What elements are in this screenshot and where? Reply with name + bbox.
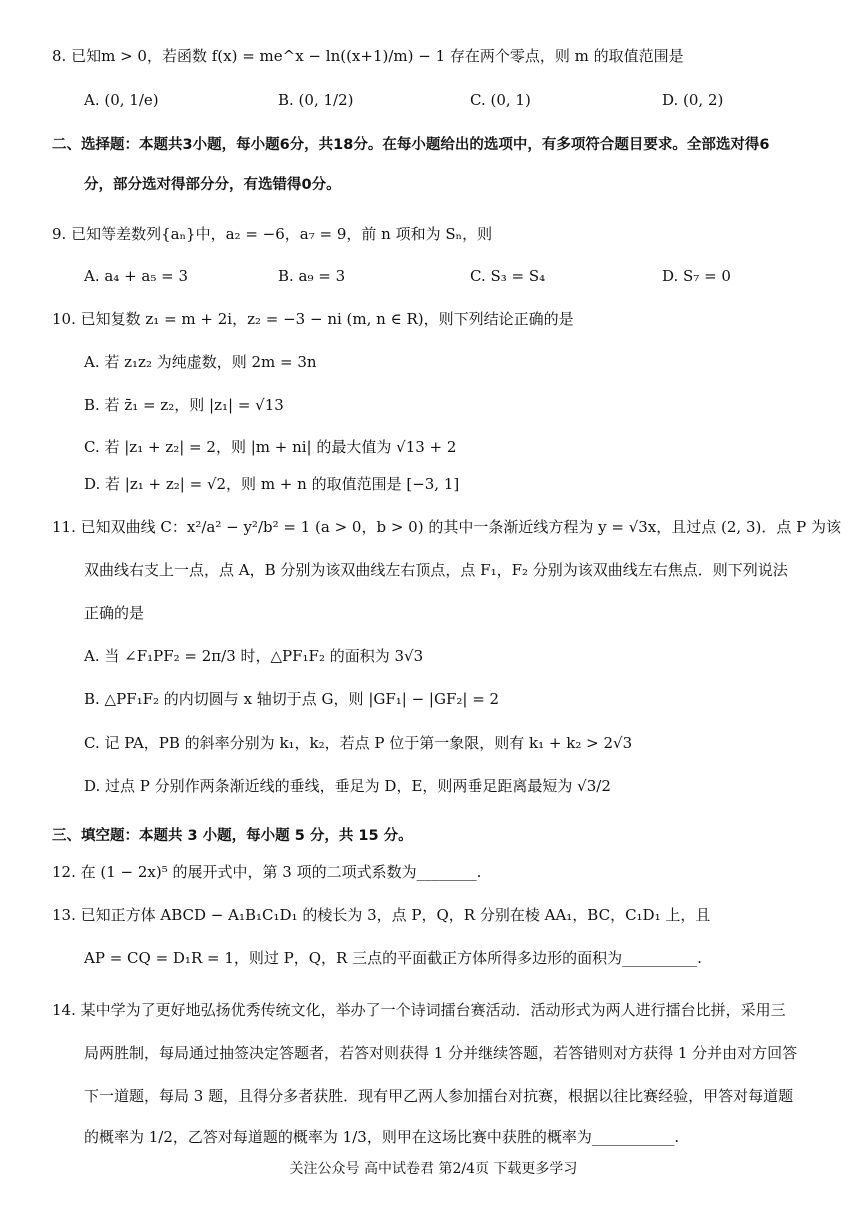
q14-line1: 14. 某中学为了更好地弘扬优秀传统文化，举办了一个诗词擂台赛活动．活动形式为两人进行擂台比拼，采用三 — [52, 1001, 786, 1019]
q14-line3: 下一道题，每局 3 题，且得分多者获胜．现有甲乙两人参加擂台对抗赛，根据以往比赛经验，甲答对每道题 — [84, 1087, 794, 1105]
q11-stem-line1: 11. 已知双曲线 C：x²/a² − y²/b² = 1 (a > 0，b > 0) 的其中一条渐近线方程为 y = √3x，且过点 (2, 3)．点 P 为该 — [52, 518, 841, 536]
q9-option-b: B. a₉ = 3 — [278, 267, 346, 285]
q9-stem: 9. 已知等差数列{aₙ}中，a₂ = −6，a₇ = 9，前 n 项和为 Sₙ，则 — [52, 225, 493, 243]
q8-stem: 8. 已知m > 0，若函数 f(x) = me^x − ln((x+1)/m) − 1 存在两个零点，则 m 的取值范围是 — [52, 47, 684, 65]
q11-option-d: D. 过点 P 分别作两条渐近线的垂线，垂足为 D，E，则两垂足距离最短为 √3/2 — [84, 777, 611, 795]
q8-option-c: C. (0, 1) — [470, 91, 531, 109]
q9-option-d: D. S₇ = 0 — [662, 267, 731, 285]
section3-header: 三、填空题：本题共 3 小题，每小题 5 分，共 15 分。 — [52, 828, 413, 844]
q10-option-c: C. 若 |z₁ + z₂| = 2，则 |m + ni| 的最大值为 √13 + 2 — [84, 438, 457, 456]
q10-option-a: A. 若 z₁z₂ 为纯虚数，则 2m = 3n — [84, 353, 317, 371]
section2-header-line2: 分，部分选对得部分分，有选错得0分。 — [84, 177, 341, 193]
q9-option-c: C. S₃ = S₄ — [470, 267, 546, 285]
q9-option-a: A. a₄ + a₅ = 3 — [84, 267, 189, 285]
q13-stem-line1: 13. 已知正方体 ABCD − A₁B₁C₁D₁ 的棱长为 3，点 P，Q，R 分别在棱 AA₁，BC，C₁D₁ 上，且 — [52, 906, 711, 924]
q10-option-d: D. 若 |z₁ + z₂| = √2，则 m + n 的取值范围是 [−3, 1] — [84, 475, 460, 493]
page-footer: 关注公众号 高中试卷君 第2/4页 下载更多学习 — [289, 1161, 578, 1177]
q11-stem-line3: 正确的是 — [84, 604, 145, 622]
q11-option-c: C. 记 PA，PB 的斜率分别为 k₁，k₂，若点 P 位于第一象限，则有 k₁ + k₂ > 2√3 — [84, 734, 633, 752]
section2-header-line1: 二、选择题：本题共3小题，每小题6分，共18分。在每小题给出的选项中，有多项符合题目要求。全部选对得6 — [52, 137, 770, 153]
q8-option-d: D. (0, 2) — [662, 91, 724, 109]
q10-option-b: B. 若 z̄₁ = z₂，则 |z₁| = √13 — [84, 396, 284, 414]
q13-stem-line2: AP = CQ = D₁R = 1，则过 P，Q，R 三点的平面截正方体所得多边形的面积为__________. — [84, 949, 702, 967]
q8-option-a: A. (0, 1/e) — [84, 91, 159, 109]
q8-option-b: B. (0, 1/2) — [278, 91, 354, 109]
q12-stem: 12. 在 (1 − 2x)⁵ 的展开式中，第 3 项的二项式系数为________. — [52, 863, 482, 881]
q11-option-b: B. △PF₁F₂ 的内切圆与 x 轴切于点 G，则 |GF₁| − |GF₂| = 2 — [84, 690, 500, 708]
q14-line2: 局两胜制，每局通过抽签决定答题者，若答对则获得 1 分并继续答题，若答错则对方获得 1 分并由对方回答 — [84, 1044, 798, 1062]
q14-line4: 的概率为 1/2，乙答对每道题的概率为 1/3，则甲在这场比赛中获胜的概率为___________. — [84, 1128, 680, 1146]
q11-option-a: A. 当 ∠F₁PF₂ = 2π/3 时，△PF₁F₂ 的面积为 3√3 — [84, 647, 424, 665]
q10-stem: 10. 已知复数 z₁ = m + 2i，z₂ = −3 − ni (m, n ∈ R)，则下列结论正确的是 — [52, 310, 574, 328]
q11-stem-line2: 双曲线右支上一点，点 A，B 分别为该双曲线左右顶点，点 F₁，F₂ 分别为该双曲线左右焦点．则下列说法 — [84, 561, 788, 579]
